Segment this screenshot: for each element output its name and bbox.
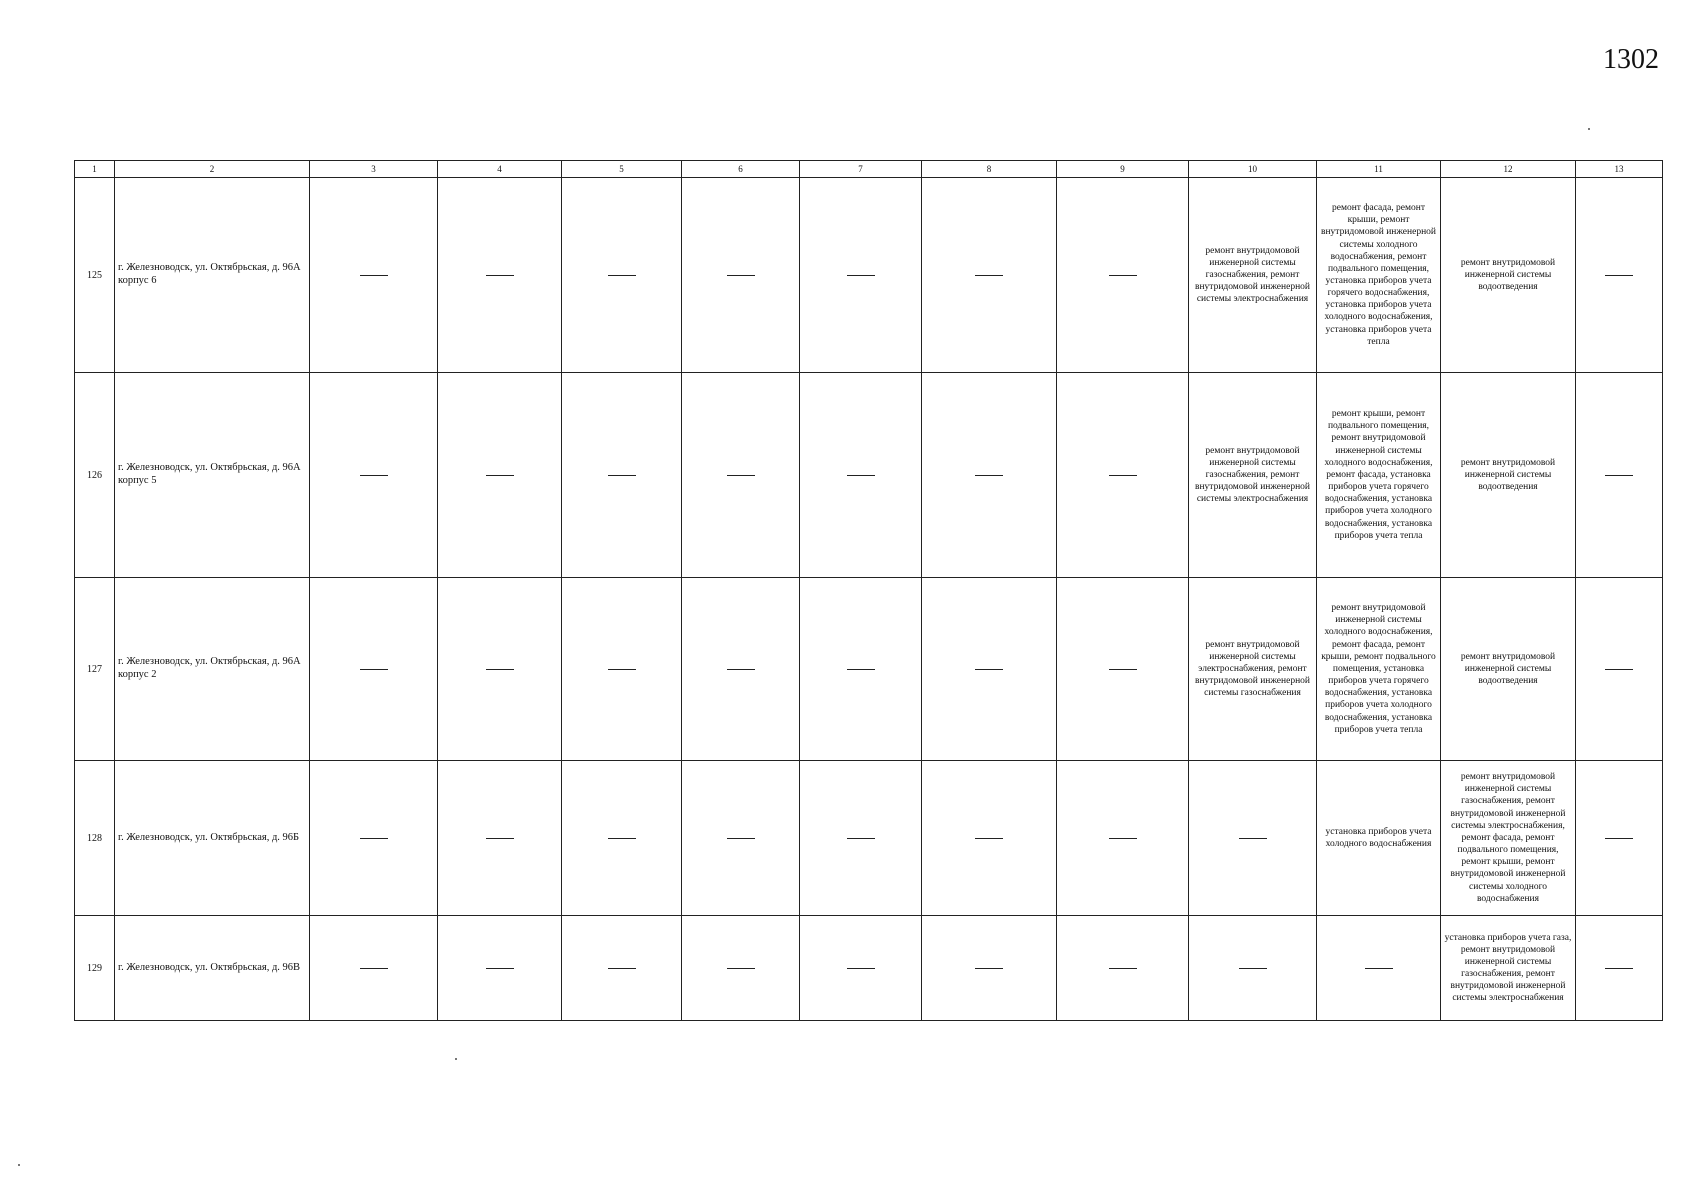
column-header: 5: [562, 161, 682, 178]
column-header: 12: [1441, 161, 1576, 178]
column-header: 3: [310, 161, 438, 178]
empty-dash-cell: [922, 578, 1057, 761]
empty-dash-cell: [310, 578, 438, 761]
works-cell-12: ремонт внутридомовой инженерной системы водоотведения: [1441, 178, 1576, 373]
empty-dash-cell: [922, 916, 1057, 1021]
empty-dash-cell: [438, 578, 562, 761]
empty-dash-cell: [438, 178, 562, 373]
empty-dash-cell: [1189, 761, 1317, 916]
empty-dash-cell: [800, 373, 922, 578]
empty-dash-cell: [922, 373, 1057, 578]
address-cell: г. Железноводск, ул. Октябрьская, д. 96А корпус 5: [115, 373, 310, 578]
empty-dash-cell: [1317, 916, 1441, 1021]
empty-dash-cell: [682, 761, 800, 916]
column-header: 11: [1317, 161, 1441, 178]
column-header: 2: [115, 161, 310, 178]
table-row: [75, 178, 1663, 373]
column-header: 13: [1576, 161, 1663, 178]
row-number: 128: [75, 761, 115, 916]
works-cell-12: ремонт внутридомовой инженерной системы водоотведения: [1441, 373, 1576, 578]
empty-dash-cell: [438, 761, 562, 916]
table-row: [75, 373, 1663, 578]
empty-dash-cell: [1576, 916, 1663, 1021]
empty-dash-cell: [682, 578, 800, 761]
empty-dash-cell: [1057, 916, 1189, 1021]
empty-dash-cell: [562, 373, 682, 578]
empty-dash-cell: [310, 373, 438, 578]
works-cell-12: ремонт внутридомовой инженерной системы водоотведения: [1441, 578, 1576, 761]
empty-dash-cell: [310, 178, 438, 373]
scan-speck: [1588, 128, 1590, 130]
empty-dash-cell: [1576, 178, 1663, 373]
empty-dash-cell: [1576, 761, 1663, 916]
works-cell-10: ремонт внутридомовой инженерной системы газоснабжения, ремонт внутридомовой инженерной системы электроснабжения: [1189, 373, 1317, 578]
works-cell-10: ремонт внутридомовой инженерной системы электроснабжения, ремонт внутридомовой инженерной системы газоснабжения: [1189, 578, 1317, 761]
empty-dash-cell: [922, 178, 1057, 373]
column-header: 8: [922, 161, 1057, 178]
column-header: 9: [1057, 161, 1189, 178]
empty-dash-cell: [438, 373, 562, 578]
address-cell: г. Железноводск, ул. Октябрьская, д. 96Б: [115, 761, 310, 916]
empty-dash-cell: [922, 761, 1057, 916]
empty-dash-cell: [682, 916, 800, 1021]
empty-dash-cell: [800, 178, 922, 373]
empty-dash-cell: [310, 761, 438, 916]
works-cell-12: ремонт внутридомовой инженерной системы газоснабжения, ремонт внутридомовой инженерной системы электроснабжения, ремонт фасада, ремонт подвального помещения, ремонт крыши, ремонт внутридомовой инженерной системы холодного водоснабжения: [1441, 761, 1576, 916]
column-header: 1: [75, 161, 115, 178]
row-number: 127: [75, 578, 115, 761]
empty-dash-cell: [800, 761, 922, 916]
scan-speck: [455, 1058, 457, 1060]
empty-dash-cell: [562, 761, 682, 916]
works-cell-12: установка приборов учета газа, ремонт внутридомовой инженерной системы газоснабжения, ремонт внутридомовой инженерной системы электроснабжения: [1441, 916, 1576, 1021]
address-cell: г. Железноводск, ул. Октябрьская, д. 96А корпус 6: [115, 178, 310, 373]
empty-dash-cell: [310, 916, 438, 1021]
row-number: 126: [75, 373, 115, 578]
table-row: [75, 578, 1663, 761]
header-row: [75, 161, 1663, 178]
empty-dash-cell: [1057, 373, 1189, 578]
row-number: 129: [75, 916, 115, 1021]
empty-dash-cell: [562, 578, 682, 761]
empty-dash-cell: [682, 178, 800, 373]
empty-dash-cell: [438, 916, 562, 1021]
column-header: 7: [800, 161, 922, 178]
table-header: [75, 161, 1663, 178]
empty-dash-cell: [1057, 578, 1189, 761]
empty-dash-cell: [1057, 761, 1189, 916]
works-cell-11: ремонт внутридомовой инженерной системы холодного водоснабжения, ремонт фасада, ремонт крыши, ремонт подвального помещения, установка приборов учета горячего водоснабжения, установка приборов учета холодного водоснабжения, установка приборов учета тепла: [1317, 578, 1441, 761]
empty-dash-cell: [800, 916, 922, 1021]
works-cell-11: ремонт фасада, ремонт крыши, ремонт внутридомовой инженерной системы холодного водоснабжения, ремонт подвального помещения, установка приборов учета горячего водоснабжения, установка приборов учета холодного водоснабжения, установка приборов учета тепла: [1317, 178, 1441, 373]
empty-dash-cell: [1576, 578, 1663, 761]
row-number: 125: [75, 178, 115, 373]
works-cell-11: установка приборов учета холодного водоснабжения: [1317, 761, 1441, 916]
address-cell: г. Железноводск, ул. Октябрьская, д. 96А корпус 2: [115, 578, 310, 761]
works-cell-11: ремонт крыши, ремонт подвального помещения, ремонт внутридомовой инженерной системы холодного водоснабжения, ремонт фасада, установка приборов учета горячего водоснабжения, установка приборов учета холодного водоснабжения, установка приборов учета тепла: [1317, 373, 1441, 578]
column-header: 10: [1189, 161, 1317, 178]
empty-dash-cell: [682, 373, 800, 578]
register-table: [74, 160, 1663, 1021]
scan-speck: [18, 1164, 20, 1166]
works-cell-10: ремонт внутридомовой инженерной системы газоснабжения, ремонт внутридомовой инженерной системы электроснабжения: [1189, 178, 1317, 373]
empty-dash-cell: [1189, 916, 1317, 1021]
table-row: [75, 761, 1663, 916]
column-header: 4: [438, 161, 562, 178]
table-row: [75, 916, 1663, 1021]
empty-dash-cell: [562, 178, 682, 373]
empty-dash-cell: [1057, 178, 1189, 373]
empty-dash-cell: [800, 578, 922, 761]
empty-dash-cell: [1576, 373, 1663, 578]
page-number: 1302: [1603, 44, 1659, 75]
column-header: 6: [682, 161, 800, 178]
address-cell: г. Железноводск, ул. Октябрьская, д. 96В: [115, 916, 310, 1021]
empty-dash-cell: [562, 916, 682, 1021]
